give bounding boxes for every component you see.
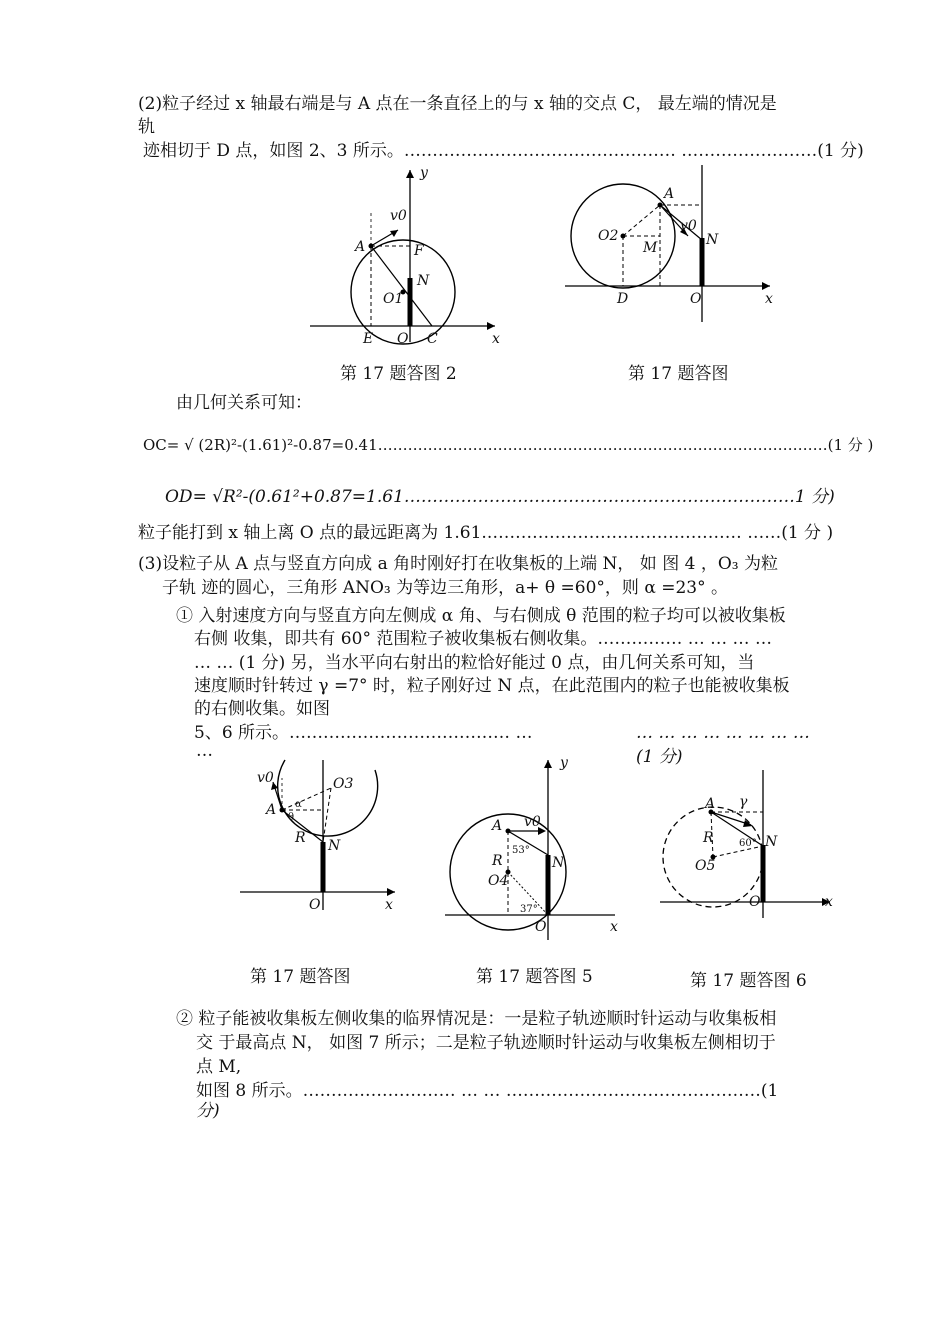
item2-line2: 交 于最高点 N， 如图 7 所示；二是粒子轨迹顺时针运动与收集板左侧相切于 xyxy=(196,1033,776,1053)
fig5-label-a: A xyxy=(492,818,503,834)
fig5-label-o4: O4 xyxy=(488,873,509,889)
geometry-od: OD= √R²-(0.61²+0.87=1.61……………………………………………………………1 分) xyxy=(165,487,835,507)
item2-line5: 分) xyxy=(196,1101,220,1121)
item2-line4: 如图 8 所示。……………………… … … ………………………………………(1 xyxy=(196,1081,779,1101)
fig5-label-y: y xyxy=(560,755,568,771)
item1-line2: 右侧 收集，即共有 60° 范围粒子被收集板右侧收集。…………… … … … … xyxy=(194,629,772,649)
fig4-label-v0: v0 xyxy=(257,770,274,786)
part3-line2: 子轨 迹的圆心，三角形 ANO₃ 为等边三角形，a+ θ =60°，则 α =23° 。 xyxy=(162,578,728,598)
fig4-label-o3: O3 xyxy=(333,776,354,792)
fig4-label-theta: θ xyxy=(288,812,295,823)
fig6-label-x: x xyxy=(825,894,833,910)
fig4-label-r: R xyxy=(295,830,306,846)
caption-fig2: 第 17 题答图 2 xyxy=(340,364,457,384)
fig2-label-n: N xyxy=(417,273,430,289)
item1-line4: 速度顺时针转过 γ =7° 时，粒子刚好过 N 点，在此范围内的粒子也能被收集板 xyxy=(194,676,790,696)
fig3-label-v0: v0 xyxy=(680,218,697,234)
caption-fig5: 第 17 题答图 5 xyxy=(476,967,593,987)
fig3-label-m: M xyxy=(643,240,658,256)
item1-line7: … xyxy=(196,741,213,761)
geometry-oc: OC= √ (2R)²-(1.61)²-0.87=0.41………………………………………………………………………………(1 分 ) xyxy=(143,436,874,454)
figure-4 xyxy=(235,760,405,920)
fig3-label-n: N xyxy=(706,232,719,248)
caption-fig4: 第 17 题答图 xyxy=(250,967,351,987)
fig3-label-o2: O2 xyxy=(598,228,619,244)
fig3-label-x: x xyxy=(765,291,773,307)
fig6-label-o5: O5 xyxy=(695,858,716,874)
item1-line5: 的右侧收集。如图 xyxy=(194,699,330,719)
caption-fig6: 第 17 题答图 6 xyxy=(690,971,807,991)
part2-line2: 迹相切于 D 点，如图 2、3 所示。………………………………………… ……………………(1 分) xyxy=(143,141,864,161)
fig2-label-a: A xyxy=(355,239,366,255)
fig5-label-o: O xyxy=(535,919,547,935)
fig2-label-y: y xyxy=(420,165,428,181)
figure-6 xyxy=(655,770,845,920)
fig5-label-v0: v0 xyxy=(524,814,541,830)
fig6-label-r: R xyxy=(703,830,714,846)
fig4-label-o: O xyxy=(309,897,321,913)
figure-3 xyxy=(560,160,780,330)
fig2-label-f: F xyxy=(414,243,424,259)
fig6-label-gamma: γ xyxy=(739,794,748,810)
item1-line6: 5、6 所示。………………………………… … xyxy=(194,723,533,743)
fig4-label-alpha: α xyxy=(295,799,302,810)
item2-line1: ② 粒子能被收集板左侧收集的临界情况是：一是粒子轨迹顺时针运动与收集板相 xyxy=(176,1009,777,1029)
item1-line7b: (1 分) xyxy=(636,747,683,767)
part2-line1: (2)粒子经过 x 轴最右端是与 A 点在一条直径上的与 x 轴的交点 C， 最左端的情况是 xyxy=(138,94,777,114)
fig2-label-o: O xyxy=(397,331,409,347)
item1-line3: … … (1 分) 另，当水平向右射出的粒恰好能过 0 点，由几何关系可知，当 xyxy=(194,653,755,673)
fig5-label-37: 37° xyxy=(520,904,538,915)
item2-line3: 点 M, xyxy=(196,1057,242,1077)
fig6-label-n: N xyxy=(765,834,778,850)
fig3-label-a: A xyxy=(664,186,675,202)
item1-line1: ① 入射速度方向与竖直方向左侧成 α 角、与右侧成 θ 范围的粒子均可以被收集板 xyxy=(176,606,786,626)
fig5-label-x: x xyxy=(610,919,618,935)
fig6-label-o: O xyxy=(749,894,761,910)
item1-line6b: … … … … … … … … xyxy=(636,723,810,743)
fig2-label-v0: v0 xyxy=(390,208,407,224)
fig5-label-r: R xyxy=(492,853,503,869)
fig2-label-e: E xyxy=(363,331,374,347)
fig6-label-60: 60° xyxy=(739,838,757,849)
fig2-label-c: C xyxy=(427,331,438,347)
fig2-label-x: x xyxy=(492,331,500,347)
figure-2 xyxy=(300,160,510,350)
fig2-label-o1: O1 xyxy=(383,291,404,307)
part2-line1b: 轨 xyxy=(138,117,155,137)
geometry-intro: 由几何关系可知： xyxy=(176,393,312,413)
fig4-label-x: x xyxy=(385,897,393,913)
geometry-farthest: 粒子能打到 x 轴上离 O 点的最远距离为 1.61.……………………………………… ……(1 分 ) xyxy=(138,523,834,543)
fig4-label-n: N xyxy=(328,838,341,854)
fig3-label-o: O xyxy=(690,291,702,307)
figure-5 xyxy=(440,755,630,945)
fig5-label-53: 53° xyxy=(512,845,530,856)
fig5-label-n: N xyxy=(552,855,565,871)
fig4-label-a: A xyxy=(266,802,277,818)
fig3-label-d: D xyxy=(617,291,629,307)
fig6-label-a: A xyxy=(705,796,716,812)
caption-fig3: 第 17 题答图 xyxy=(628,364,729,384)
part3-line1: (3)设粒子从 A 点与竖直方向成 a 角时刚好打在收集板的上端 N， 如 图 4 ，O₃ 为粒 xyxy=(138,554,778,574)
